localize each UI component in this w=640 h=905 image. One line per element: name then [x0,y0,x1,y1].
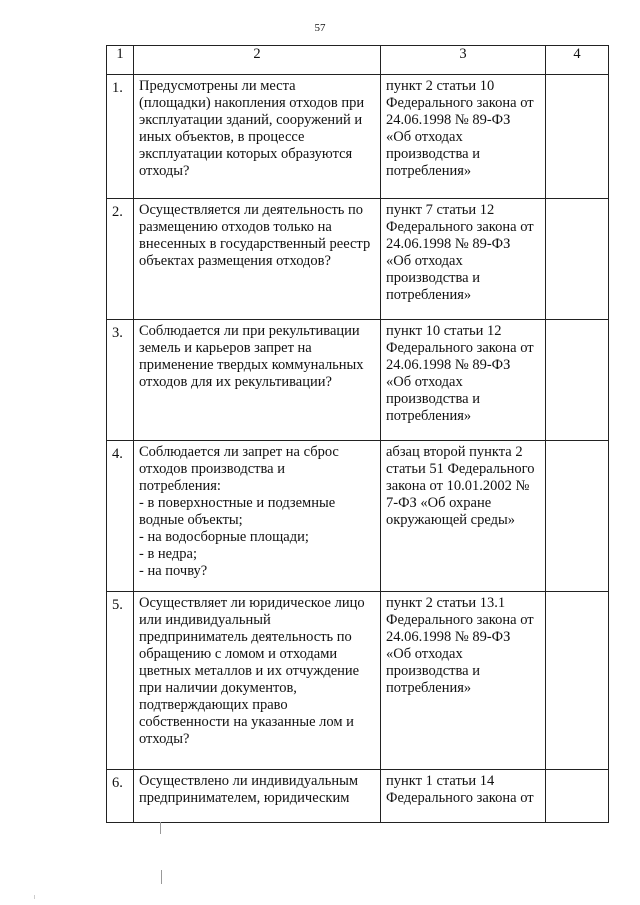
scan-mark [160,822,161,834]
row-question: Осуществляет ли юридическое лицо или индивидуальный предприниматель деятельность по обращению с ломом и отходами цветных металлов и их отчуждение при наличии документов, подтверждающих право собственности на указанные лом и отходы? [134,592,381,770]
header-col-4: 4 [546,46,609,75]
row-reference: пункт 10 статьи 12 Федерального закона от 24.06.1998 № 89-ФЗ «Об отходах производства и потребления» [381,320,546,441]
row-reference: пункт 1 статьи 14 Федерального закона от [381,770,546,823]
table-row [107,320,609,441]
row-question: Предусмотрены ли места (площадки) накопления отходов при эксплуатации зданий, сооружений и иных объектов, в процессе эксплуатации которых образуются отходы? [134,75,381,199]
row-reference: пункт 2 статьи 10 Федерального закона от 24.06.1998 № 89-ФЗ «Об отходах производства и потребления» [381,75,546,199]
header-row [107,46,609,75]
row-number: 6. [107,770,134,823]
row-reference: абзац второй пункта 2 статьи 51 Федерального закона от 10.01.2002 № 7-ФЗ «Об охране окружающей среды» [381,441,546,592]
row-number: 5. [107,592,134,770]
row-reference: пункт 2 статьи 13.1 Федерального закона от 24.06.1998 № 89-ФЗ «Об отходах производства и потребления» [381,592,546,770]
row-note [546,75,609,199]
row-question: Соблюдается ли запрет на сброс отходов производства и потребления: - в поверхностные и подземные водные объекты; - на водосборные площади; - в недра; - на почву? [134,441,381,592]
row-number: 4. [107,441,134,592]
table-row [107,199,609,320]
row-note [546,320,609,441]
header-col-1: 1 [107,46,134,75]
row-note [546,441,609,592]
scan-mark [161,870,162,884]
row-note [546,592,609,770]
scan-mark [34,895,35,899]
table-row [107,592,609,770]
page-number: 57 [314,22,326,34]
table-row [107,770,609,823]
table-row [107,75,609,199]
row-question: Соблюдается ли при рекультивации земель и карьеров запрет на применение твердых коммунальных отходов для их рекультивации? [134,320,381,441]
row-number: 1. [107,75,134,199]
checklist-table [106,45,609,823]
header-col-3: 3 [381,46,546,75]
table-row [107,441,609,592]
row-question: Осуществлено ли индивидуальным предпринимателем, юридическим [134,770,381,823]
row-reference: пункт 7 статьи 12 Федерального закона от 24.06.1998 № 89-ФЗ «Об отходах производства и потребления» [381,199,546,320]
header-col-2: 2 [134,46,381,75]
row-question: Осуществляется ли деятельность по размещению отходов только на внесенных в государственный реестр объектах размещения отходов? [134,199,381,320]
row-number: 2. [107,199,134,320]
row-number: 3. [107,320,134,441]
row-note [546,199,609,320]
row-note [546,770,609,823]
